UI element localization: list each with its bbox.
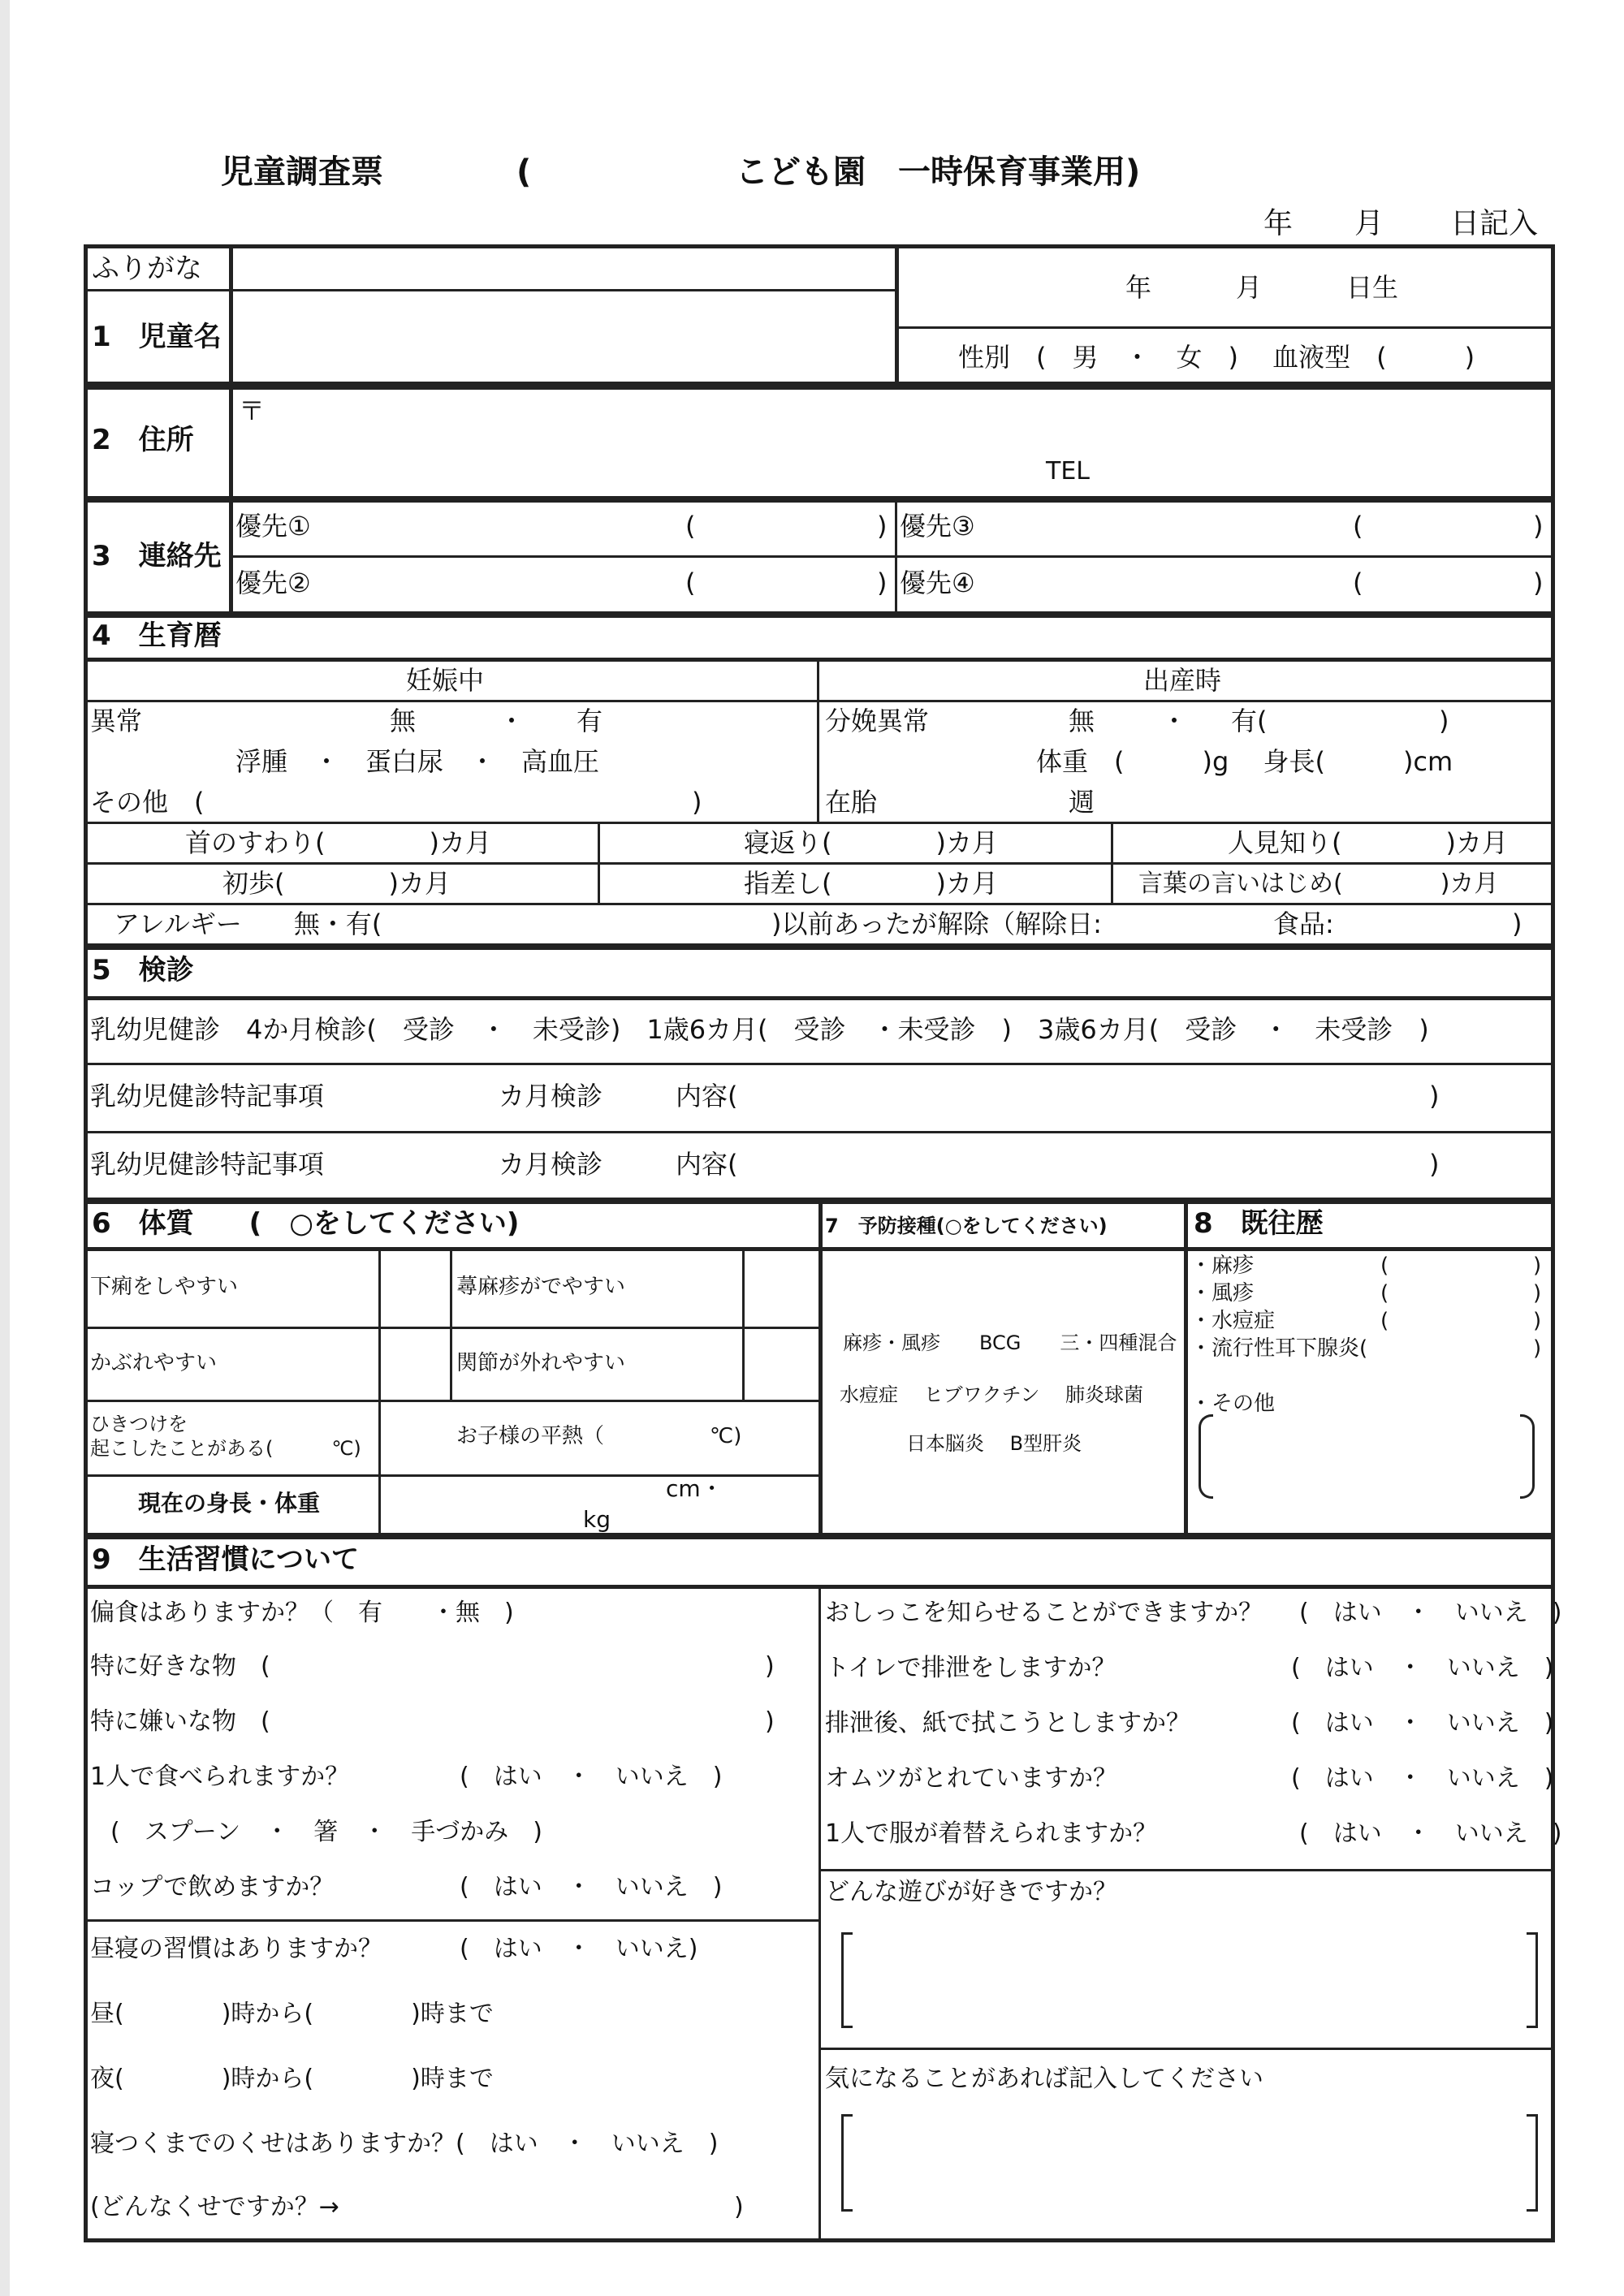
delivery-abnormal-label: 分娩異常: [825, 706, 930, 736]
favorite-play-bracket-right: [1527, 1932, 1538, 2028]
history-measles[interactable]: ・麻疹: [1190, 1254, 1255, 1278]
furigana-label: ふりがな: [92, 252, 202, 285]
history-rubella[interactable]: ・風疹: [1190, 1281, 1255, 1306]
cup-answer[interactable]: ( はい ・ いいえ ): [460, 1873, 723, 1901]
paren-close: ): [1533, 568, 1544, 598]
infant-checkup-status[interactable]: 乳幼児健診 4か月検診( 受診 ・ 未受診) 1歳6カ月( 受診 ・未受診 ) 3歳6カ月( 受診 ・ 未受診 ): [90, 1014, 1429, 1045]
lifestyle-label: 9 生活習慣について: [92, 1543, 359, 1576]
contact-label: 3 連絡先: [92, 540, 222, 572]
abnormal-nashi[interactable]: 無: [390, 706, 417, 736]
constitution-hives[interactable]: 蕁麻疹がでやすい: [456, 1275, 626, 1299]
favorite-play-bracket-left: [841, 1932, 853, 2028]
child-name-field[interactable]: [234, 309, 883, 373]
milestone-words[interactable]: 言葉の言いはじめ( )カ月: [1138, 870, 1499, 898]
date-year-label: 年: [1263, 207, 1294, 240]
contact-priority-3[interactable]: 優先③: [900, 511, 975, 542]
paren-close: ): [1429, 1081, 1440, 1111]
vaccination-label: 7 予防接種(○をしてください): [825, 1215, 1108, 1237]
paren-close: ): [877, 568, 888, 598]
dressing-answer[interactable]: ( はい ・ いいえ ): [1299, 1819, 1562, 1848]
dressing-question: 1人で服が着替えられますか？: [825, 1819, 1158, 1848]
paren-close: ): [1429, 1149, 1440, 1180]
constitution-joint[interactable]: 関節が外れやすい: [456, 1351, 626, 1375]
gestation-week[interactable]: 週: [1069, 787, 1095, 818]
paren-close: ): [734, 2193, 744, 2221]
checkup-note-label-1: 乳幼児健診特記事項: [90, 1081, 325, 1111]
history-other[interactable]: ・その他: [1190, 1392, 1276, 1416]
date-month-label: 月: [1354, 207, 1384, 240]
milestone-neck[interactable]: 首のすわり( )カ月: [185, 827, 491, 858]
height-unit[interactable]: cm・: [666, 1475, 723, 1502]
delivery-ari[interactable]: 有(: [1231, 706, 1268, 736]
eat-alone-question: 1人で食べられますか？: [90, 1763, 350, 1791]
checkup-label: 5 検診: [92, 954, 194, 986]
abnormal-ari[interactable]: 有: [577, 706, 603, 736]
birth-year-label: 年: [1125, 272, 1152, 303]
separator-dot: ・: [499, 706, 525, 736]
sleep-habit-detail[interactable]: (どんなくせですか？→: [90, 2193, 339, 2221]
toilet-signal-question: おしっこを知らせることができますか？: [825, 1599, 1263, 1627]
wipe-answer[interactable]: ( はい ・ いいえ ): [1291, 1709, 1554, 1737]
scan-edge: [0, 0, 10, 2296]
gender-blood-type[interactable]: 性別 ( 男 ・ 女 ) 血液型 ( ): [958, 342, 1475, 373]
furigana-field[interactable]: [234, 255, 883, 283]
paren-open: (: [685, 568, 696, 598]
growth-history-label: 4 生育暦: [92, 619, 222, 652]
constitution-label: 6 体質 ( ○をしてください): [92, 1207, 520, 1240]
paren-close: ): [1533, 511, 1544, 542]
paren-close: ): [1533, 1336, 1542, 1361]
vaccines-row-2[interactable]: 水痘症 ヒブワクチン 肺炎球菌: [840, 1383, 1144, 1406]
form-title: 児童調査票: [221, 153, 383, 191]
checkup-content-1[interactable]: 内容(: [676, 1081, 738, 1111]
toilet-use-question: トイレで排泄をしますか？: [825, 1654, 1116, 1682]
eat-alone-answer[interactable]: ( はい ・ いいえ ): [460, 1763, 723, 1791]
favorite-play-question: どんな遊びが好きですか？: [825, 1878, 1117, 1906]
constitution-rash[interactable]: かぶれやすい: [90, 1351, 218, 1375]
allergy-label[interactable]: アレルギー 無・有(: [114, 908, 382, 939]
nap-answer[interactable]: ( はい ・ いいえ): [460, 1935, 698, 1963]
contact-priority-2[interactable]: 優先②: [235, 568, 311, 598]
seizure-label-2[interactable]: 起こしたことがある( ℃): [90, 1437, 361, 1460]
nap-question: 昼寝の習慣はありますか？: [90, 1935, 382, 1963]
paren-open: (: [1380, 1309, 1389, 1333]
abnormal-label: 異常: [90, 706, 143, 736]
favorite-foods[interactable]: 特に好きな物 (: [90, 1652, 270, 1681]
milestone-stranger[interactable]: 人見知り( )カ月: [1228, 827, 1508, 858]
seizure-label-1: ひきつけを: [90, 1413, 188, 1435]
postal-mark: 〒: [239, 395, 266, 426]
allergy-food[interactable]: 食品:: [1273, 908, 1334, 939]
title-open-paren: (: [516, 153, 532, 191]
milestone-walk[interactable]: 初歩( )カ月: [222, 868, 451, 899]
sleep-night-hours[interactable]: 夜( )時から( )時まで: [90, 2065, 494, 2093]
history-chickenpox[interactable]: ・水痘症: [1190, 1309, 1276, 1333]
weight-unit[interactable]: kg: [583, 1506, 611, 1533]
paren-open: (: [1380, 1254, 1389, 1278]
milestone-point[interactable]: 指差し( )カ月: [744, 868, 998, 899]
birth-month-label: 月: [1236, 272, 1263, 303]
constitution-diarrhea[interactable]: 下痢をしやすい: [90, 1275, 239, 1299]
picky-eating[interactable]: 偏食はありますか？（ 有 ・無 ): [90, 1599, 514, 1627]
birth-weight-height[interactable]: 体重 ( )g 身長( )cm: [1036, 746, 1453, 777]
tel-label: TEL: [1046, 457, 1090, 486]
checkup-content-2[interactable]: 内容(: [676, 1149, 738, 1180]
history-other-bracket-left: [1199, 1414, 1213, 1499]
pregnancy-other[interactable]: その他 (: [90, 787, 205, 818]
date-day-label: 日記入: [1450, 207, 1539, 240]
paren-open: (: [1353, 568, 1363, 598]
wipe-question: 排泄後、紙で拭こうとしますか？: [825, 1709, 1190, 1737]
favorite-play-field[interactable]: [857, 1936, 1523, 2025]
toilet-use-answer[interactable]: ( はい ・ いいえ ): [1291, 1654, 1554, 1682]
paren-close: ): [692, 787, 702, 818]
history-other-bracket-right: [1520, 1414, 1535, 1499]
pregnancy-header: 妊娠中: [406, 665, 485, 696]
paren-close: ): [1533, 1281, 1542, 1306]
contact-priority-1[interactable]: 優先①: [235, 511, 311, 542]
form-subtitle: こども園 一時保育事業用): [736, 153, 1141, 191]
milestone-roll[interactable]: 寝返り( )カ月: [744, 827, 998, 858]
concerns-bracket-right: [1527, 2114, 1538, 2212]
toilet-signal-answer[interactable]: ( はい ・ いいえ ): [1299, 1599, 1562, 1627]
paren-open: (: [1353, 511, 1363, 542]
paren-close: ): [1512, 908, 1522, 939]
pregnancy-conditions[interactable]: 浮腫 ・ 蛋白尿 ・ 高血圧: [235, 746, 600, 777]
birth-header: 出産時: [1143, 665, 1222, 696]
delivery-nashi[interactable]: 無: [1069, 706, 1095, 736]
diaper-question: オムツがとれていますか？: [825, 1764, 1117, 1793]
birth-day-label: 日生: [1346, 272, 1399, 303]
paren-close: ): [1533, 1254, 1542, 1278]
checkup-month-2[interactable]: カ月検診: [499, 1149, 603, 1180]
gestation-label: 在胎: [825, 787, 878, 818]
paren-close: ): [1533, 1309, 1542, 1333]
current-height-weight-label: 現在の身長・体重: [138, 1490, 321, 1517]
sleep-habit-question[interactable]: 寝つくまでのくせはありますか？( はい ・ いいえ ): [90, 2130, 719, 2158]
paren-close: ): [877, 511, 888, 542]
eating-utensils[interactable]: ( スプーン ・ 箸 ・ 手づかみ ): [110, 1818, 542, 1846]
cup-question: コップで飲めますか？: [90, 1873, 335, 1901]
paren-open: (: [1380, 1281, 1389, 1306]
checkup-note-label-2: 乳幼児健診特記事項: [90, 1149, 325, 1180]
diaper-answer[interactable]: ( はい ・ いいえ ): [1291, 1764, 1554, 1793]
nap-day-hours[interactable]: 昼( )時から( )時まで: [90, 2000, 494, 2028]
paren-close: ): [1439, 706, 1449, 736]
history-mumps[interactable]: ・流行性耳下腺炎(: [1190, 1336, 1368, 1361]
disliked-foods[interactable]: 特に嫌いな物 (: [90, 1707, 270, 1736]
checkup-month-1[interactable]: カ月検診: [499, 1081, 603, 1111]
child-name-label: 1 児童名: [92, 321, 222, 353]
vaccines-row-3[interactable]: 日本脳炎 B型肝炎: [906, 1432, 1082, 1455]
paren-close: ): [765, 1652, 775, 1681]
medical-history-label: 8 既往歴: [1194, 1207, 1324, 1240]
address-label: 2 住所: [92, 424, 194, 456]
vaccines-row-1[interactable]: 麻疹・風疹 BCG 三・四種混合: [843, 1331, 1177, 1354]
concerns-label: 気になることがあれば記入してください: [825, 2065, 1263, 2093]
allergy-resolved[interactable]: )以前あったが解除（解除日:: [771, 908, 1102, 939]
normal-temperature[interactable]: お子様の平熱（ ℃): [456, 1424, 742, 1448]
concerns-bracket-left: [841, 2114, 853, 2212]
address-field[interactable]: [268, 396, 1535, 486]
contact-priority-4[interactable]: 優先④: [900, 568, 975, 598]
concerns-field[interactable]: [857, 2117, 1523, 2208]
separator-dot: ・: [1161, 706, 1188, 736]
paren-close: ): [765, 1707, 775, 1736]
paren-open: (: [685, 511, 696, 542]
